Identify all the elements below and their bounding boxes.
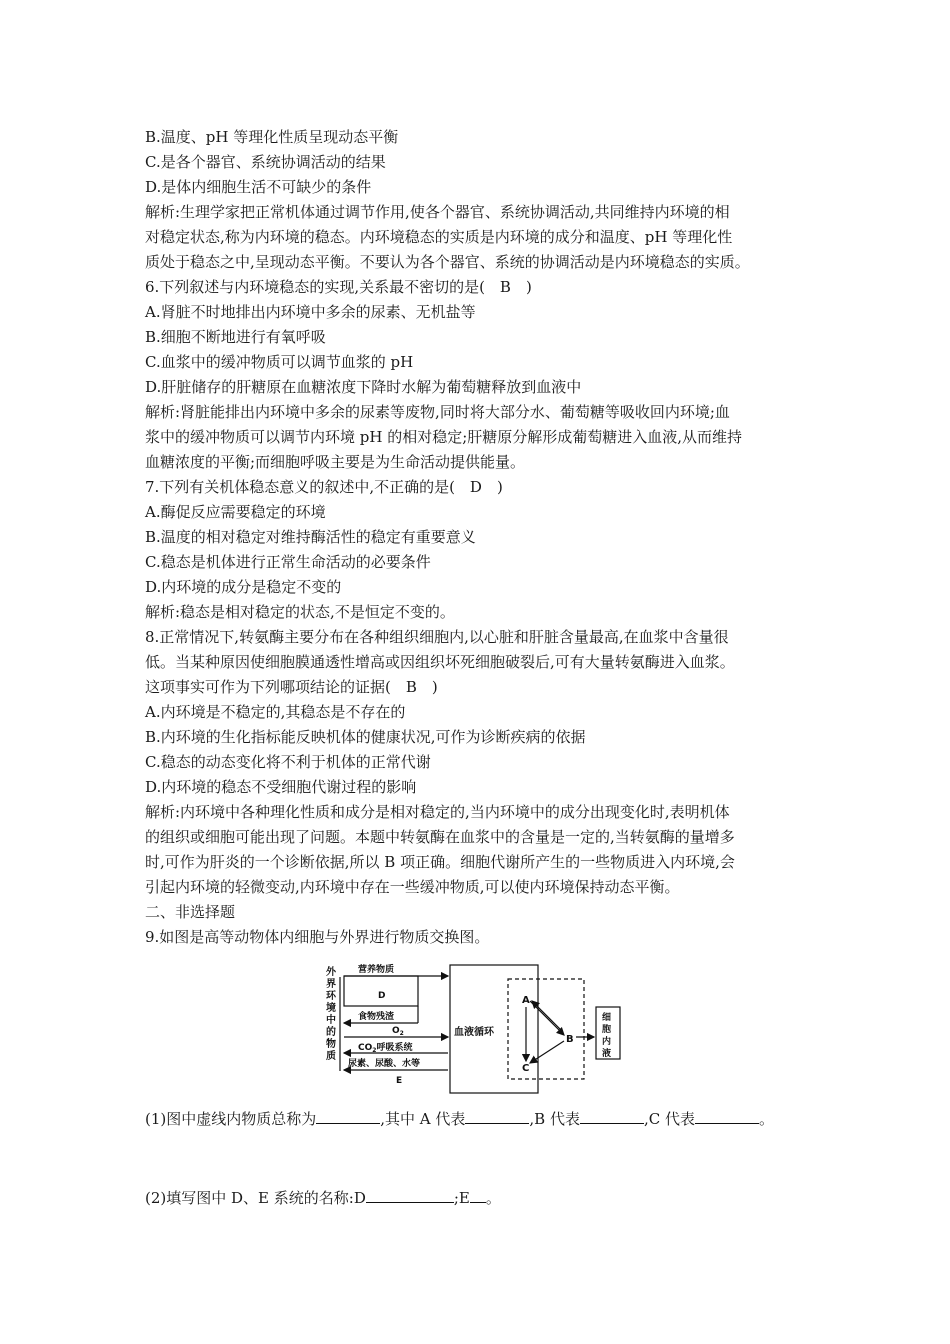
subquestion-1 (145, 1109, 825, 1129)
question-9: 9.如图是高等动物体内细胞与外界进行物质交换图。 (145, 928, 490, 946)
option-c-q8: C.稳态的动态变化将不利于机体的正常代谢 (145, 753, 431, 771)
question-8-line1: 8.正常情况下,转氨酶主要分布在各种组织细胞内,以心脏和肝脏含量最高,在血浆中含量很 (145, 628, 729, 646)
blood-circulation-label: 血液循环 (454, 1027, 494, 1038)
svg-text:界: 界 (326, 979, 336, 990)
subquestion-2-text-e: ;E (453, 1189, 470, 1207)
node-b: B (566, 1034, 574, 1045)
analysis-q6-line2: 浆中的缓冲物质可以调节内环境 pH 的相对稳定;肝糖原分解形成葡萄糖进入血液,从而维持 (145, 428, 743, 446)
answer-blank-a[interactable] (465, 1109, 529, 1124)
option-b-q8: B.内环境的生化指标能反映机体的健康状况,可作为诊断疾病的依据 (145, 728, 586, 746)
node-c: C (522, 1063, 530, 1074)
option-a-q8: A.内环境是不稳定的,其稳态是不存在的 (145, 703, 406, 721)
option-c-q5: C.是各个器官、系统协调活动的结果 (145, 153, 386, 171)
intracellular-fluid-label-2: 胞 (602, 1025, 612, 1035)
a-to-b-arrow (530, 1001, 564, 1035)
subquestion-1-text-a: ,其中 A 代表 (380, 1110, 466, 1128)
subquestion-2 (145, 1188, 825, 1208)
analysis-q8-line1: 解析:内环境中各种理化性质和成分是相对稳定的,当内环境中的成分出现变化时,表明机体 (145, 803, 730, 821)
svg-text:质: 质 (326, 1051, 336, 1062)
option-b-q7: B.温度的相对稳定对维持酶活性的稳定有重要意义 (145, 528, 476, 546)
subquestion-2-end: 。 (485, 1189, 501, 1207)
option-d-q5: D.是体内细胞生活不可缺少的条件 (145, 178, 372, 196)
option-b-q5: B.温度、pH 等理化性质呈现动态平衡 (145, 128, 399, 146)
analysis-q5-line1: 解析:生理学家把正常机体通过调节作用,使各个器官、系统协调活动,共同维持内环境的相 (145, 203, 730, 221)
analysis-q8-line4: 引起内环境的轻微变动,内环境中存在一些缓冲物质,可以使内环境保持动态平衡。 (145, 878, 680, 896)
option-d-q6: D.肝脏储存的肝糖原在血糖浓度下降时水解为葡萄糖释放到血液中 (145, 378, 582, 396)
material-exchange-diagram (318, 957, 628, 1101)
waste-label: 尿素、尿酸、水等 (348, 1059, 421, 1069)
analysis-q7: 解析:稳态是相对稳定的状态,不是恒定不变的。 (145, 603, 455, 621)
question-8-line3: 这项事实可作为下列哪项结论的证据( B ) (145, 678, 438, 696)
option-a-q6: A.肾脏不时地排出内环境中多余的尿素、无机盐等 (145, 303, 476, 321)
intracellular-fluid-label: 细 (602, 1013, 612, 1023)
option-d-q7: D.内环境的成分是稳定不变的 (145, 578, 342, 596)
subquestion-1-text: (1)图中虚线内物质总称为 (145, 1110, 317, 1128)
question-8-line2: 低。当某种原因使细胞膜通透性增高或因组织坏死细胞破裂后,可有大量转氨酶进入血浆。 (145, 653, 735, 671)
question-6: 6.下列叙述与内环境稳态的实现,关系最不密切的是( B ) (145, 278, 532, 296)
co2-respiratory-label: $CO_2$呼吸系统 (358, 1043, 413, 1054)
subquestion-1-text-c: ,C 代表 (643, 1110, 695, 1128)
food-residue-label: 食物残渣 (358, 1012, 395, 1022)
svg-text:环: 环 (326, 991, 336, 1002)
node-a: A (522, 995, 530, 1006)
b-to-c-arrow (530, 1041, 564, 1063)
answer-blank-1[interactable] (316, 1109, 380, 1124)
intracellular-fluid-label-3: 内 (602, 1037, 612, 1047)
nutrients-label: 营养物质 (358, 965, 395, 975)
e-label: E (396, 1076, 403, 1086)
analysis-q6-line1: 解析:肾脏能排出内环境中多余的尿素等废物,同时将大部分水、葡萄糖等吸收回内环境;血 (145, 403, 730, 421)
answer-blank-c[interactable] (695, 1109, 759, 1124)
option-c-q6: C.血浆中的缓冲物质可以调节血浆的 pH (145, 353, 414, 371)
intracellular-fluid-label-4: 液 (602, 1049, 612, 1059)
svg-text:中: 中 (326, 1015, 336, 1026)
internal-environment-dashed-box (508, 979, 584, 1079)
svg-text:的: 的 (326, 1027, 336, 1038)
external-environment-label (326, 965, 337, 1062)
analysis-q5-line2: 对稳定状态,称为内环境的稳态。内环境稳态的实质是内环境的成分和温度、pH 等理化性 (145, 228, 733, 246)
analysis-q8-line3: 时,可作为肝炎的一个诊断依据,所以 B 项正确。细胞代谢所产生的一些物质进入内环境,会 (145, 853, 735, 871)
subquestion-1-end: 。 (758, 1110, 774, 1128)
analysis-q8-line2: 的组织或细胞可能出现了问题。本题中转氨酶在血浆中的含量是一定的,当转氨酶的量增多 (145, 828, 735, 846)
question-7: 7.下列有关机体稳态意义的叙述中,不正确的是( D ) (145, 478, 503, 496)
svg-text:境: 境 (326, 1003, 336, 1014)
diagram-svg (318, 957, 628, 1097)
subquestion-1-text-b: ,B 代表 (529, 1110, 580, 1128)
svg-text:物: 物 (326, 1039, 336, 1050)
svg-text:外: 外 (326, 967, 336, 978)
option-b-q6: B.细胞不断地进行有氧呼吸 (145, 328, 326, 346)
answer-blank-e[interactable] (470, 1188, 486, 1203)
answer-blank-d[interactable] (366, 1188, 454, 1203)
o2-label: $O_2$ (392, 1026, 404, 1037)
d-label: D (378, 991, 386, 1001)
option-a-q7: A.酶促反应需要稳定的环境 (145, 503, 326, 521)
option-c-q7: C.稳态是机体进行正常生命活动的必要条件 (145, 553, 431, 571)
analysis-q6-line3: 血糖浓度的平衡;而细胞呼吸主要是为生命活动提供能量。 (145, 453, 526, 471)
answer-blank-b[interactable] (580, 1109, 644, 1124)
option-d-q8: D.内环境的稳态不受细胞代谢过程的影响 (145, 778, 417, 796)
analysis-q5-line3: 质处于稳态之中,呈现动态平衡。不要认为各个器官、系统的协调活动是内环境稳态的实质。 (145, 253, 750, 271)
b-to-a-arrow (532, 1001, 562, 1031)
subquestion-2-text: (2)填写图中 D、E 系统的名称:D (145, 1189, 366, 1207)
section-heading: 二、非选择题 (145, 903, 236, 921)
